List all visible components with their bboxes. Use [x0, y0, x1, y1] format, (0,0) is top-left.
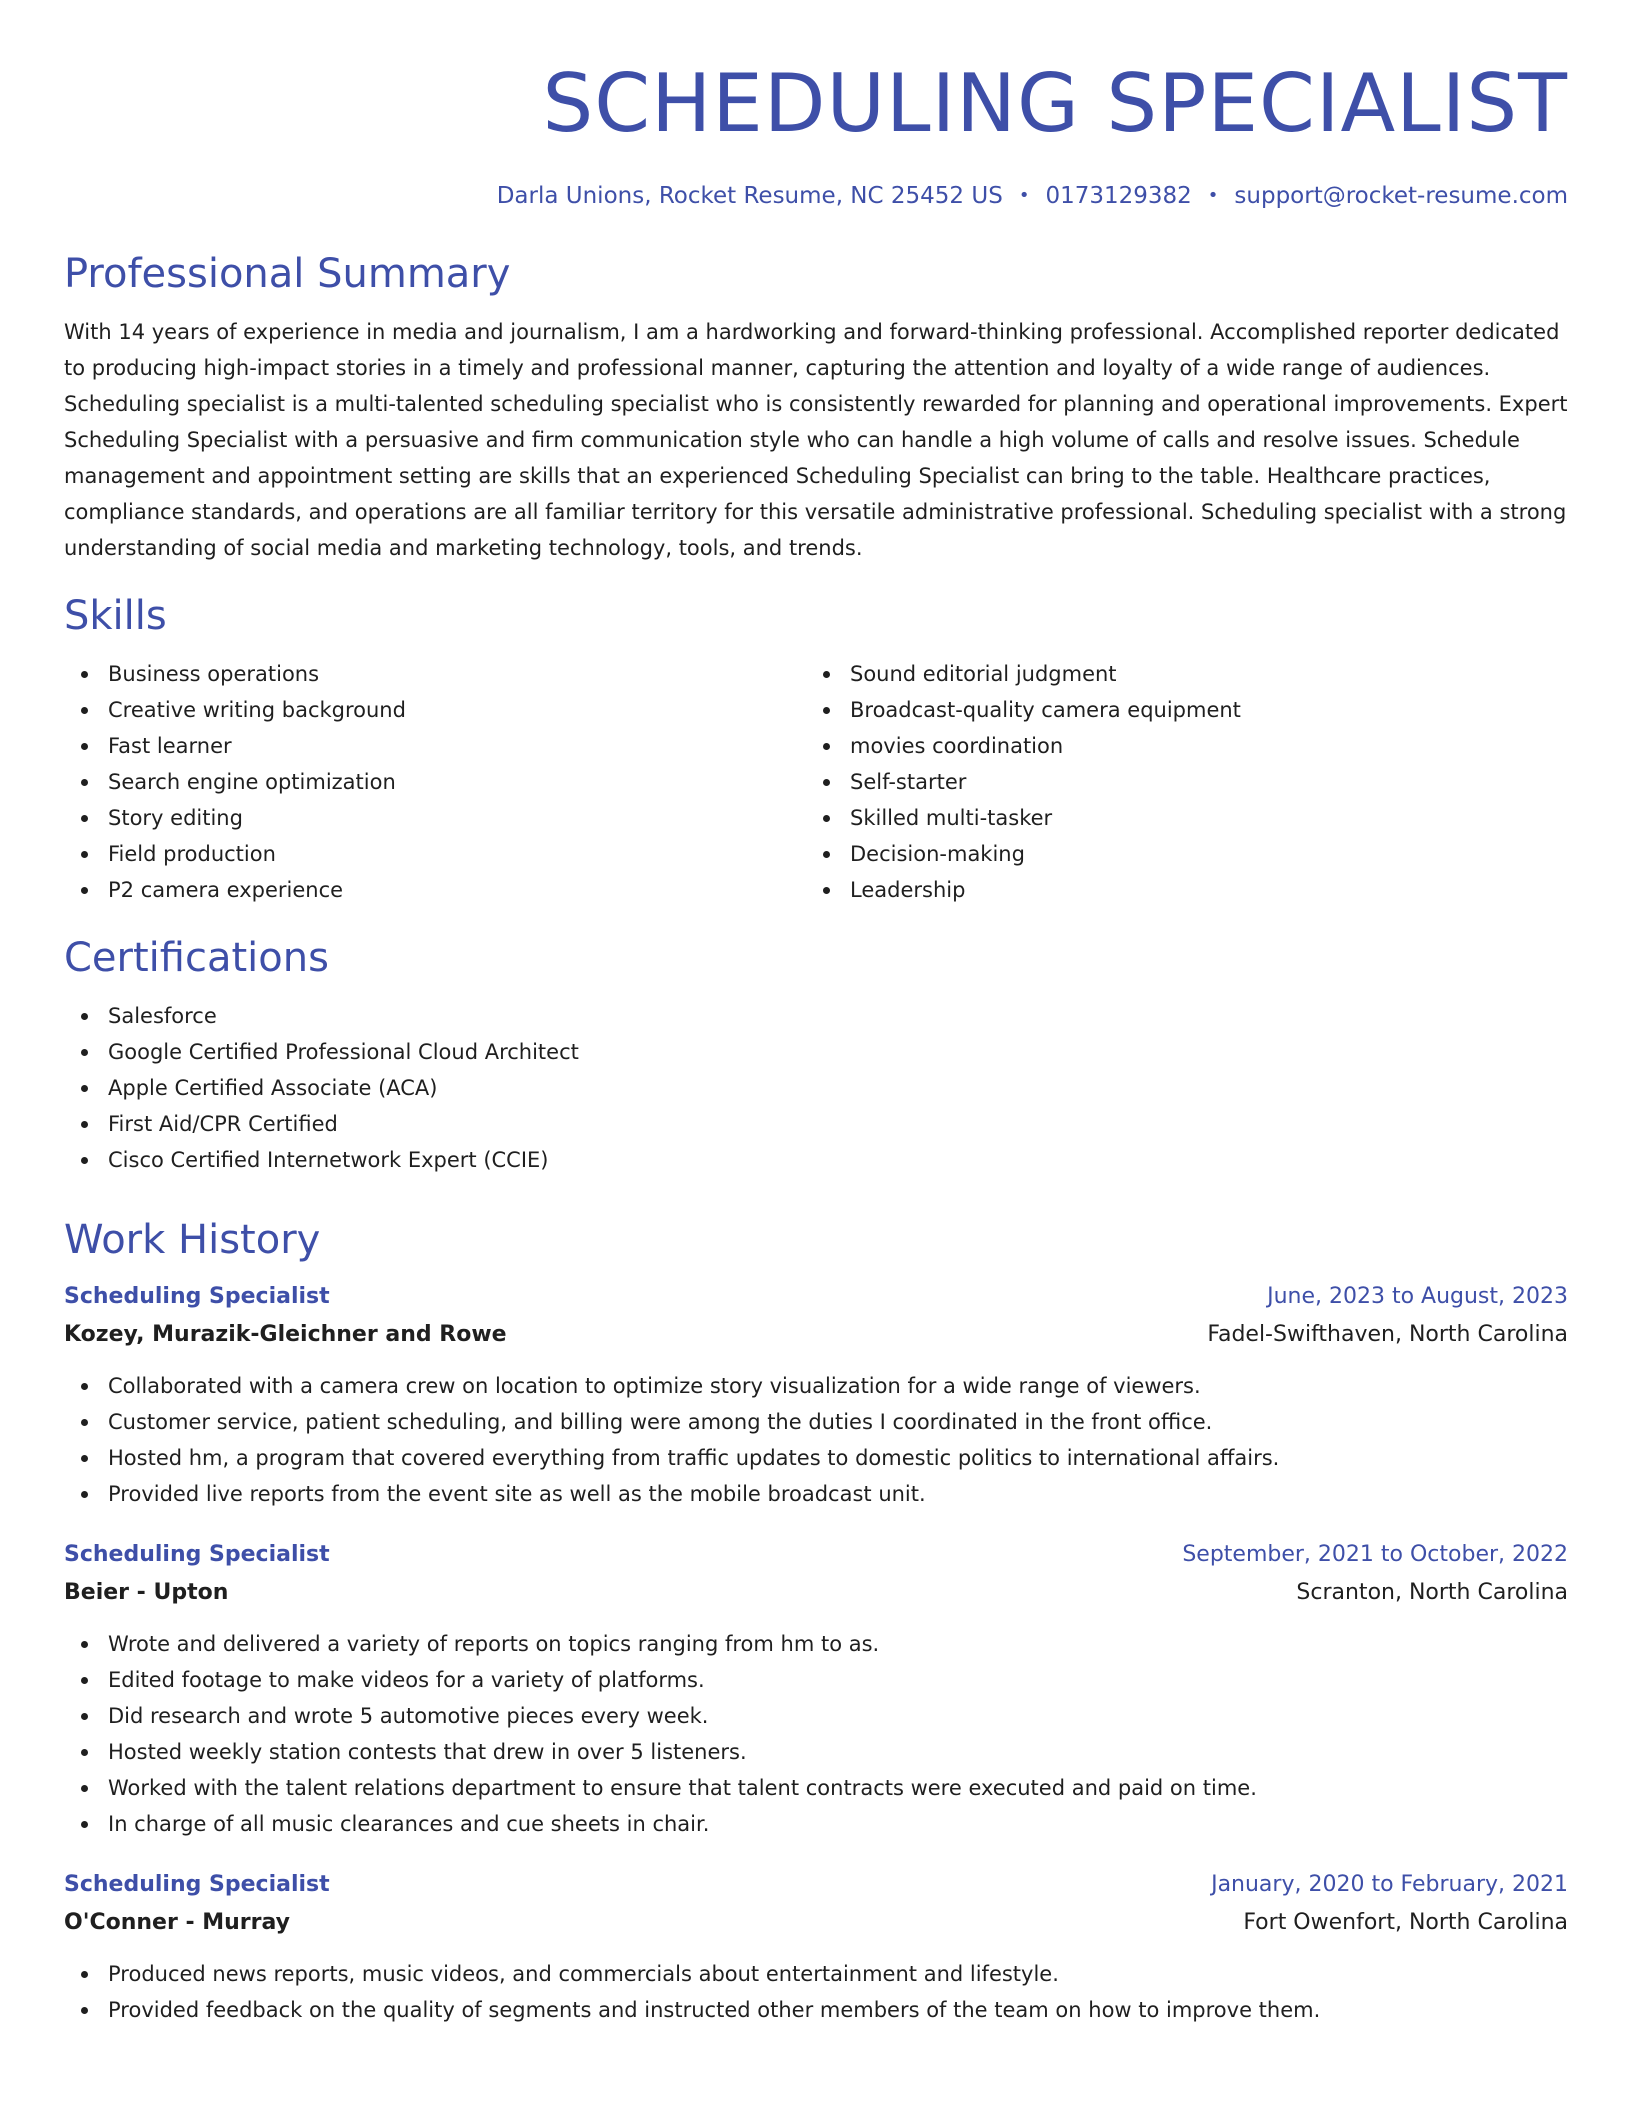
- contact-phone: 0173129382: [1045, 183, 1192, 209]
- skill-item: Skilled multi-tasker: [806, 800, 1548, 836]
- skill-item: Broadcast-quality camera equipment: [806, 692, 1548, 728]
- skills-list-right: [806, 656, 1548, 908]
- skill-item: Search engine optimization: [64, 764, 806, 800]
- contact-line: [64, 180, 1568, 212]
- contact-email: support@rocket-resume.com: [1234, 183, 1568, 209]
- summary-text: With 14 years of experience in media and journalism, I am a hardworking and forward-thinking professional. Accomplished reporter dedicated to producing high-impact stories in a timely and professional manner, capturing the attention and loyalty of a wide range of audiences. Scheduling specialist is a multi-talented scheduling specialist who is consistently rewarded for planning and operational improvements. Expert Scheduling Specialist with a persuasive and firm communication style who can handle a high volume of calls and resolve issues. Schedule management and appointment setting are skills that an experienced Scheduling Specialist can bring to the table. Healthcare practices, compliance standards, and operations are all familiar territory for this versatile administrative professional. Scheduling specialist with a strong understanding of social media and marketing technology, tools, and trends.: [64, 320, 1568, 560]
- job-dates: June, 2023 to August, 2023: [1267, 1284, 1568, 1309]
- job-duty: Hosted weekly station contests that drew in over 5 listeners.: [64, 1734, 1568, 1770]
- skill-item: movies coordination: [806, 728, 1548, 764]
- job-dates: September, 2021 to October, 2022: [1182, 1542, 1568, 1567]
- skill-item: Leadership: [806, 872, 1548, 908]
- job-duty: In charge of all music clearances and cue sheets in chair.: [64, 1806, 1568, 1842]
- job-duty: Edited footage to make videos for a variety of platforms.: [64, 1662, 1568, 1698]
- certifications-list: [64, 998, 1568, 1178]
- job-duty: Wrote and delivered a variety of reports on topics ranging from hm to as.: [64, 1626, 1568, 1662]
- skill-item: Sound editorial judgment: [806, 656, 1548, 692]
- certification-item: Apple Certified Associate (ACA): [64, 1070, 1568, 1106]
- certification-item: Google Certified Professional Cloud Architect: [64, 1034, 1568, 1070]
- job-company-row: [64, 1574, 1568, 1612]
- job-entry: [64, 1278, 1568, 1512]
- contact-separator: •: [1018, 185, 1030, 206]
- skill-item: P2 camera experience: [64, 872, 806, 908]
- skill-item: Story editing: [64, 800, 806, 836]
- job-duty: Worked with the talent relations department to ensure that talent contracts were executed and paid on time.: [64, 1770, 1568, 1806]
- job-title: Scheduling Specialist: [64, 1284, 330, 1309]
- skill-item: Self-starter: [806, 764, 1548, 800]
- skill-item: Creative writing background: [64, 692, 806, 728]
- job-entry: [64, 1866, 1568, 2028]
- job-dates: January, 2020 to February, 2021: [1211, 1872, 1568, 1897]
- job-location: Fadel-Swifthaven, North Carolina: [1207, 1322, 1568, 1347]
- job-company: Kozey, Murazik-Gleichner and Rowe: [64, 1322, 507, 1347]
- skill-item: Field production: [64, 836, 806, 872]
- job-duty: Provided feedback on the quality of segments and instructed other members of the team on how to improve them.: [64, 1992, 1568, 2028]
- job-duty: Produced news reports, music videos, and commercials about entertainment and lifestyle.: [64, 1956, 1568, 1992]
- job-company: Beier - Upton: [64, 1580, 229, 1605]
- skills-grid: [64, 656, 1568, 908]
- job-company-row: [64, 1904, 1568, 1942]
- skill-item: Decision-making: [806, 836, 1548, 872]
- certifications-heading: Certifications: [64, 935, 329, 981]
- certification-item: Cisco Certified Internetwork Expert (CCIE): [64, 1142, 1568, 1178]
- job-location: Scranton, North Carolina: [1296, 1580, 1568, 1605]
- resume-title: SCHEDULING SPECIALIST: [542, 57, 1568, 150]
- job-company: O'Conner - Murray: [64, 1910, 291, 1935]
- job-location: Fort Owenfort, North Carolina: [1243, 1910, 1568, 1935]
- job-title-row: [64, 1536, 1568, 1574]
- contact-separator: •: [1207, 185, 1219, 206]
- certification-item: Salesforce: [64, 998, 1568, 1034]
- job-duties-list: [64, 1626, 1568, 1842]
- certification-item: First Aid/CPR Certified: [64, 1106, 1568, 1142]
- job-duties-list: [64, 1368, 1568, 1512]
- job-company-row: [64, 1316, 1568, 1354]
- job-title-row: [64, 1278, 1568, 1316]
- job-duty: Provided live reports from the event site as well as the mobile broadcast unit.: [64, 1476, 1568, 1512]
- summary-heading: Professional Summary: [64, 251, 511, 297]
- job-title: Scheduling Specialist: [64, 1542, 330, 1567]
- contact-address: Darla Unions, Rocket Resume, NC 25452 US: [496, 183, 1003, 209]
- job-title-row: [64, 1866, 1568, 1904]
- work-history-heading: Work History: [64, 1217, 321, 1263]
- job-entry: [64, 1536, 1568, 1842]
- skill-item: Fast learner: [64, 728, 806, 764]
- job-duty: Did research and wrote 5 automotive pieces every week.: [64, 1698, 1568, 1734]
- job-duties-list: [64, 1956, 1568, 2028]
- job-duty: Hosted hm, a program that covered everything from traffic updates to domestic politics to international affairs.: [64, 1440, 1568, 1476]
- skills-heading: Skills: [64, 593, 167, 639]
- skills-list-left: [64, 656, 806, 908]
- job-title: Scheduling Specialist: [64, 1872, 330, 1897]
- job-duty: Collaborated with a camera crew on location to optimize story visualization for a wide range of viewers.: [64, 1368, 1568, 1404]
- skill-item: Business operations: [64, 656, 806, 692]
- job-duty: Customer service, patient scheduling, and billing were among the duties I coordinated in the front office.: [64, 1404, 1568, 1440]
